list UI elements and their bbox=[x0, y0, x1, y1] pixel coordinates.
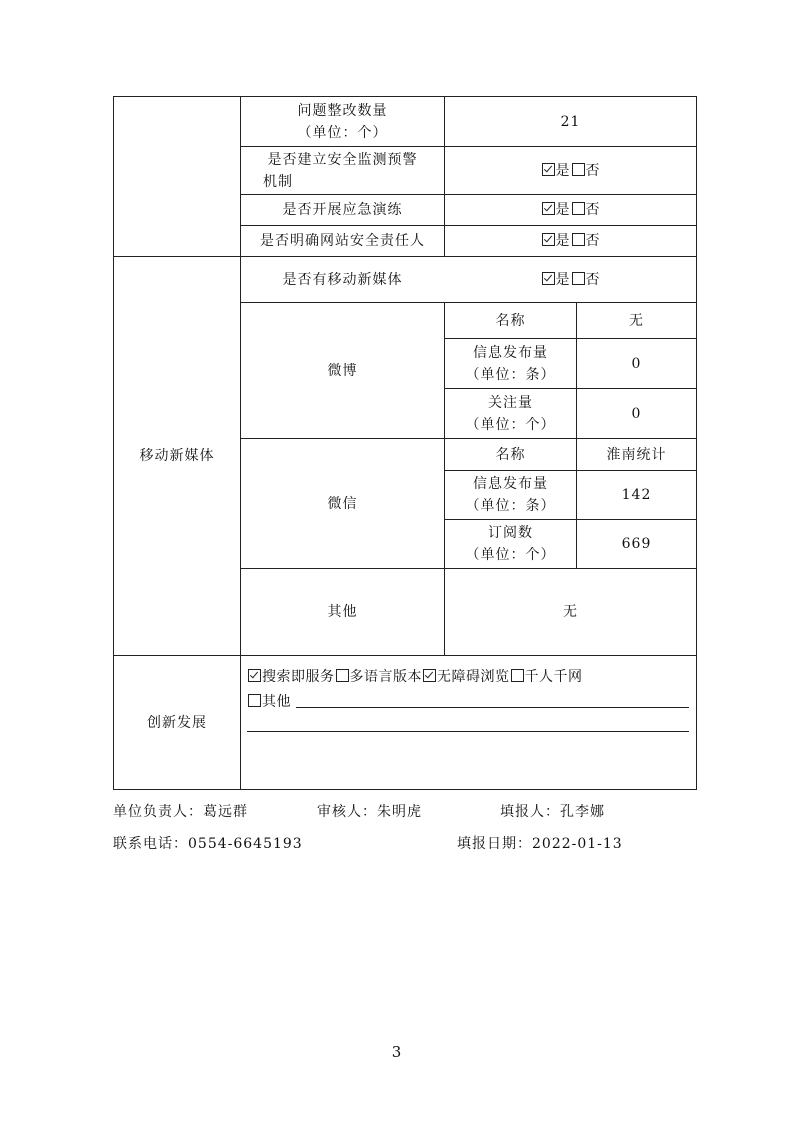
yes-label: 是 bbox=[555, 233, 571, 249]
drill-label: 是否开展应急演练 bbox=[282, 202, 403, 218]
responsible-label: 是否明确网站安全责任人 bbox=[260, 233, 425, 249]
checked-box-icon[interactable] bbox=[542, 272, 555, 285]
unchecked-box-icon[interactable] bbox=[511, 669, 524, 682]
weibo-name-label: 名称 bbox=[495, 312, 526, 329]
other-fill-line[interactable] bbox=[296, 707, 689, 708]
weibo-label: 微博 bbox=[327, 362, 358, 379]
monitoring-label bbox=[241, 147, 444, 194]
yes-label: 是 bbox=[555, 162, 571, 179]
has-mobile-choice bbox=[445, 257, 696, 302]
checked-box-icon[interactable] bbox=[248, 669, 261, 682]
mobile-section-label: 移动新媒体 bbox=[139, 448, 215, 464]
wechat-name-value: 淮南统计 bbox=[606, 446, 667, 463]
unchecked-box-icon[interactable] bbox=[248, 694, 261, 707]
yes-label: 是 bbox=[555, 271, 571, 288]
wechat-subs-label bbox=[445, 520, 576, 568]
contact-phone: 联系电话：0554-6645193 bbox=[113, 836, 303, 852]
unchecked-box-icon[interactable] bbox=[572, 272, 585, 285]
weibo-follow-label bbox=[445, 389, 576, 438]
opt-personal-label: 千人千网 bbox=[524, 669, 583, 685]
innovation-options-line2 bbox=[247, 691, 291, 711]
page-number: 3 bbox=[391, 1043, 402, 1061]
yes-label: 是 bbox=[555, 202, 571, 218]
other-media-label: 其他 bbox=[327, 604, 358, 620]
rectification-label-line2: （单位：个） bbox=[297, 124, 388, 141]
innovation-section-label: 创新发展 bbox=[147, 714, 207, 731]
innovation-options-line1 bbox=[247, 666, 583, 686]
other-media-value: 无 bbox=[563, 604, 578, 620]
wechat-subs-label-line1: 订阅数 bbox=[488, 525, 533, 541]
unchecked-box-icon[interactable] bbox=[336, 669, 349, 682]
weibo-posts-label-line2: （单位：条） bbox=[465, 366, 556, 383]
opt-other-label: 其他 bbox=[262, 694, 291, 710]
wechat-posts-label bbox=[445, 471, 576, 519]
opt-multilang-label: 多语言版本 bbox=[349, 669, 422, 685]
reviewer: 审核人：朱明虎 bbox=[317, 804, 422, 820]
no-label: 否 bbox=[585, 233, 601, 249]
weibo-posts-label bbox=[445, 339, 576, 388]
wechat-subs-label-line2: （单位：个） bbox=[465, 547, 556, 563]
fill-date: 填报日期：2022-01-13 bbox=[457, 836, 623, 852]
weibo-posts-label-line1: 信息发布量 bbox=[473, 344, 548, 361]
monitoring-choice bbox=[445, 147, 696, 194]
wechat-posts-label-line1: 信息发布量 bbox=[473, 476, 548, 492]
wechat-posts-value: 142 bbox=[621, 487, 652, 503]
weibo-follow-label-line1: 关注量 bbox=[488, 394, 533, 411]
weibo-name-value: 无 bbox=[629, 312, 644, 329]
unchecked-box-icon[interactable] bbox=[572, 233, 585, 246]
no-label: 否 bbox=[585, 202, 601, 218]
checked-box-icon[interactable] bbox=[542, 233, 555, 246]
checked-box-icon[interactable] bbox=[542, 163, 555, 176]
checked-box-icon[interactable] bbox=[423, 669, 436, 682]
weibo-posts-value: 0 bbox=[631, 355, 642, 372]
unchecked-box-icon[interactable] bbox=[572, 202, 585, 215]
other-fill-line-2[interactable] bbox=[247, 731, 689, 732]
unit-head: 单位负责人：葛远群 bbox=[113, 804, 248, 820]
wechat-posts-label-line2: （单位：条） bbox=[465, 498, 556, 514]
weibo-follow-label-line2: （单位：个） bbox=[465, 416, 556, 433]
weibo-follow-value: 0 bbox=[631, 405, 642, 422]
no-label: 否 bbox=[585, 271, 601, 288]
rectification-label bbox=[241, 97, 444, 146]
has-mobile-label: 是否有移动新媒体 bbox=[282, 271, 403, 288]
opt-access-label: 无障碍浏览 bbox=[437, 669, 510, 685]
unchecked-box-icon[interactable] bbox=[572, 163, 585, 176]
drill-choice bbox=[445, 195, 696, 225]
filler: 填报人：孔李娜 bbox=[500, 804, 605, 820]
wechat-name-label: 名称 bbox=[495, 446, 526, 463]
opt-search-label: 搜索即服务 bbox=[262, 669, 335, 685]
monitoring-label-line2: 机制 bbox=[263, 173, 293, 190]
no-label: 否 bbox=[585, 162, 601, 179]
rectification-label-line1: 问题整改数量 bbox=[297, 102, 388, 119]
monitoring-label-line1: 是否建立安全监测预警 bbox=[267, 151, 418, 168]
rectification-value: 21 bbox=[560, 113, 581, 130]
wechat-label: 微信 bbox=[327, 495, 358, 512]
wechat-subs-value: 669 bbox=[621, 536, 652, 552]
checked-box-icon[interactable] bbox=[542, 202, 555, 215]
responsible-choice bbox=[445, 226, 696, 256]
